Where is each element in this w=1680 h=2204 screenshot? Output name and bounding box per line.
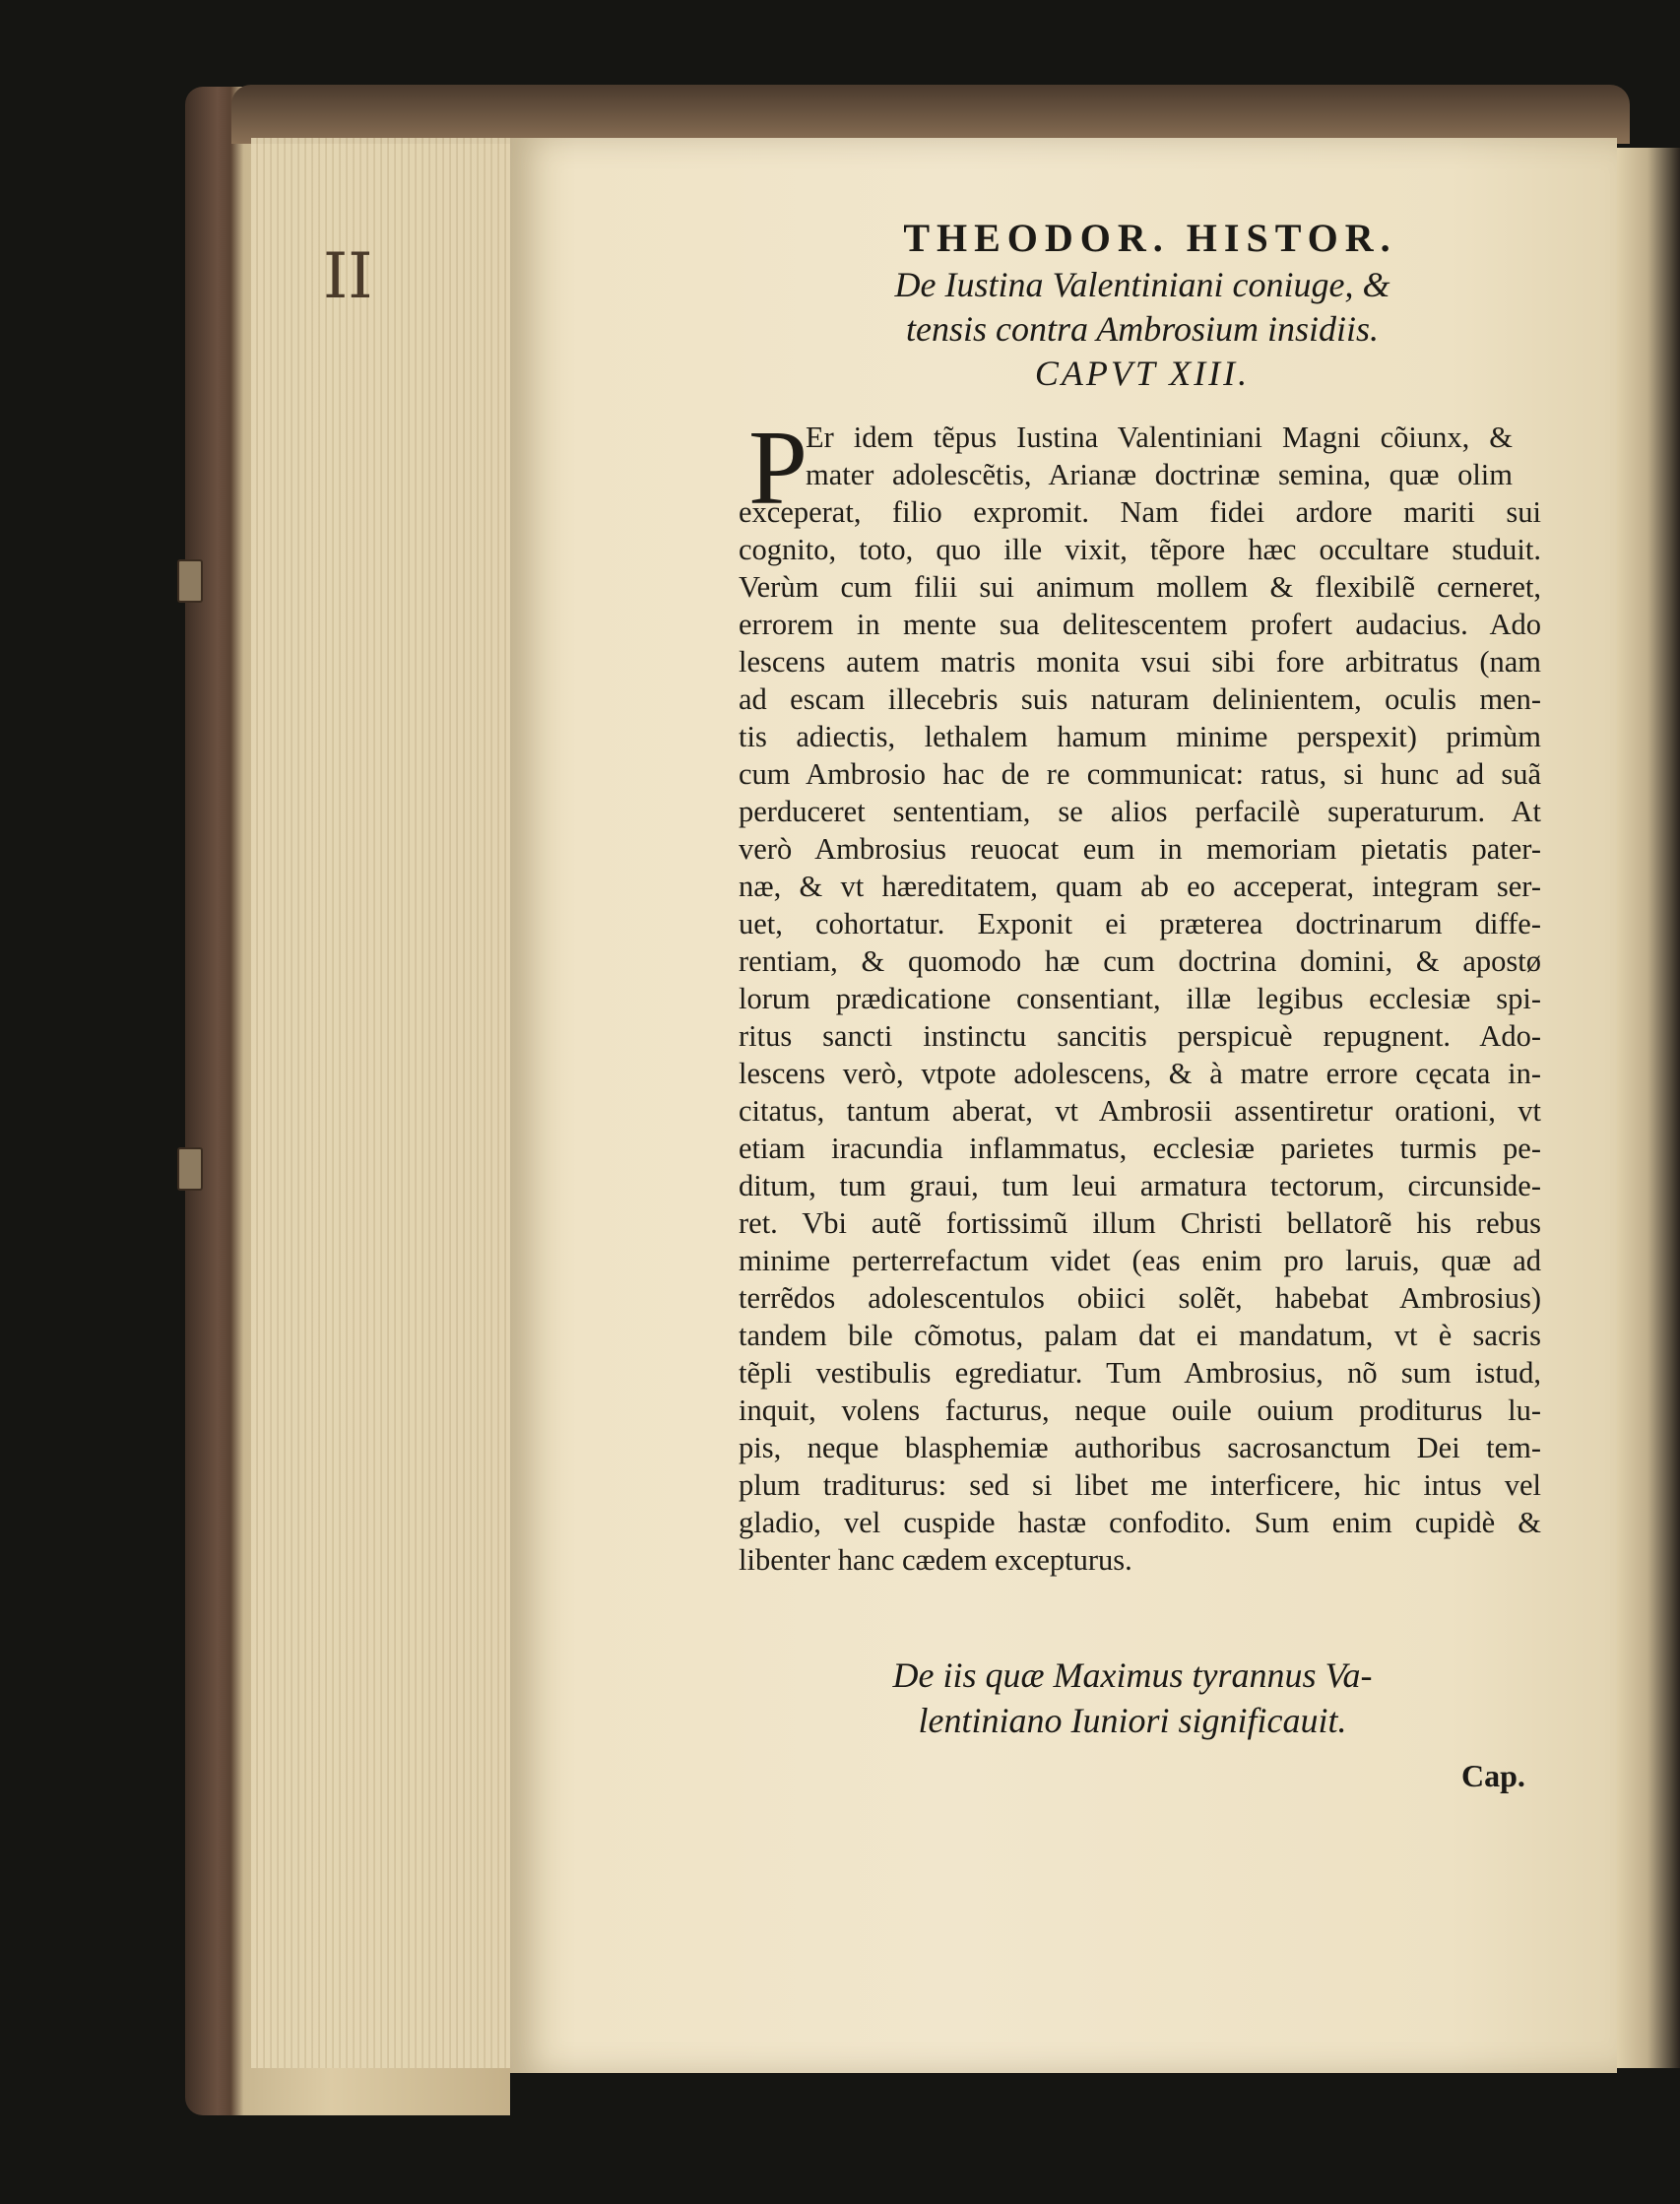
text-line: Er idem tẽpus Iustina Valentiniani Magni cõiunx, & bbox=[806, 421, 1513, 454]
text-line: cum Ambrosio hac de re communicat: ratus, si hunc ad suã bbox=[739, 757, 1541, 791]
text-line: uet, cohortatur. Exponit ei præterea doctrinarum diffe- bbox=[739, 907, 1541, 940]
book-top-edge bbox=[231, 85, 1630, 144]
drop-cap: P bbox=[748, 410, 808, 527]
chapter-title-line-2: tensis contra Ambrosium insidiis. bbox=[905, 309, 1380, 349]
text-line: etiam iracundia inflammatus, ecclesiæ parietes turmis pe- bbox=[739, 1132, 1541, 1165]
clasp-bottom bbox=[177, 1147, 203, 1191]
text-line: ditum, tum graui, tum leui armatura tectorum, circunside- bbox=[739, 1169, 1541, 1202]
next-heading-line-1: De iis quæ Maximus tyrannus Va- bbox=[892, 1655, 1373, 1695]
catchword: Cap. bbox=[1461, 1758, 1525, 1793]
text-line: ad escam illecebris suis naturam delinientem, oculis men- bbox=[739, 682, 1541, 716]
text-line: exceperat, filio expromit. Nam fidei ardore mariti sui bbox=[739, 495, 1541, 529]
text-line: ret. Vbi autẽ fortissimũ illum Christi bellatorẽ his rebus bbox=[739, 1206, 1541, 1240]
text-line: errorem in mente sua delitescentem profert audacius. Ado bbox=[739, 608, 1541, 641]
text-line: Verùm cum filii sui animum mollem & flexibilẽ cerneret, bbox=[739, 570, 1541, 604]
text-line: tandem bile cõmotus, palam dat ei mandatum, vt è sacris bbox=[739, 1319, 1541, 1352]
page-edges bbox=[251, 138, 512, 2068]
text-line: tis adiectis, lethalem hamum minime perspexit) primùm bbox=[739, 720, 1541, 753]
clasp-top bbox=[177, 559, 203, 603]
text-line: tẽpli vestibulis egrediatur. Tum Ambrosius, nõ sum istud, bbox=[739, 1356, 1541, 1390]
text-line: mater adolescẽtis, Arianæ doctrinæ semina, quæ olim bbox=[806, 458, 1513, 491]
text-line: lorum prædicatione consentiant, illæ legibus ecclesiæ spi- bbox=[739, 982, 1541, 1015]
text-line: perduceret sententiam, se alios perfacilè superaturum. At bbox=[739, 795, 1541, 828]
chapter-number: CAPVT XIII. bbox=[1034, 354, 1251, 393]
right-page-edge bbox=[1615, 148, 1680, 2068]
text-line: næ, & vt hæreditatem, quam ab eo acceperat, integram ser- bbox=[739, 870, 1541, 903]
text-line: verò Ambrosius reuocat eum in memoriam pietatis pater- bbox=[739, 832, 1541, 866]
text-line: ritus sancti instinctu sancitis perspicuè repugnent. Ado- bbox=[739, 1019, 1541, 1053]
text-line: lescens verò, vtpote adolescens, & à matre errore cęcata in- bbox=[739, 1057, 1541, 1090]
text-line: cognito, toto, quo ille vixit, tẽpore hæc occultare studuit. bbox=[739, 533, 1541, 566]
text-line: gladio, vel cuspide hastæ confodito. Sum enim cupidè & bbox=[739, 1506, 1541, 1539]
text-line: citatus, tantum aberat, vt Ambrosii assentiretur orationi, vt bbox=[739, 1094, 1541, 1128]
text-line: pis, neque blasphemiæ authoribus sacrosanctum Dei tem- bbox=[739, 1431, 1541, 1464]
text-line: plum traditurus: sed si libet me interficere, hic intus vel bbox=[739, 1468, 1541, 1502]
text-line: rentiam, & quomodo hæ cum doctrina domini, & apostø bbox=[739, 944, 1541, 978]
text-line: libenter hanc cædem excepturus. bbox=[739, 1543, 1132, 1577]
running-head: THEODOR. HISTOR. bbox=[903, 216, 1397, 260]
spine-mark: II bbox=[323, 240, 373, 313]
text-line: inquit, volens facturus, neque ouile ouium proditurus lu- bbox=[739, 1394, 1541, 1427]
chapter-title-line-1: De Iustina Valentiniani coniuge, & bbox=[894, 265, 1390, 304]
next-heading-line-2: lentiniano Iuniori significauit. bbox=[918, 1701, 1347, 1740]
text-line: minime perterrefactum videt (eas enim pro laruis, quæ ad bbox=[739, 1244, 1541, 1277]
text-line: lescens autem matris monita vsui sibi fore arbitratus (nam bbox=[739, 645, 1541, 679]
text-line: terrẽdos adolescentulos obiici solẽt, habebat Ambrosius) bbox=[739, 1281, 1541, 1315]
